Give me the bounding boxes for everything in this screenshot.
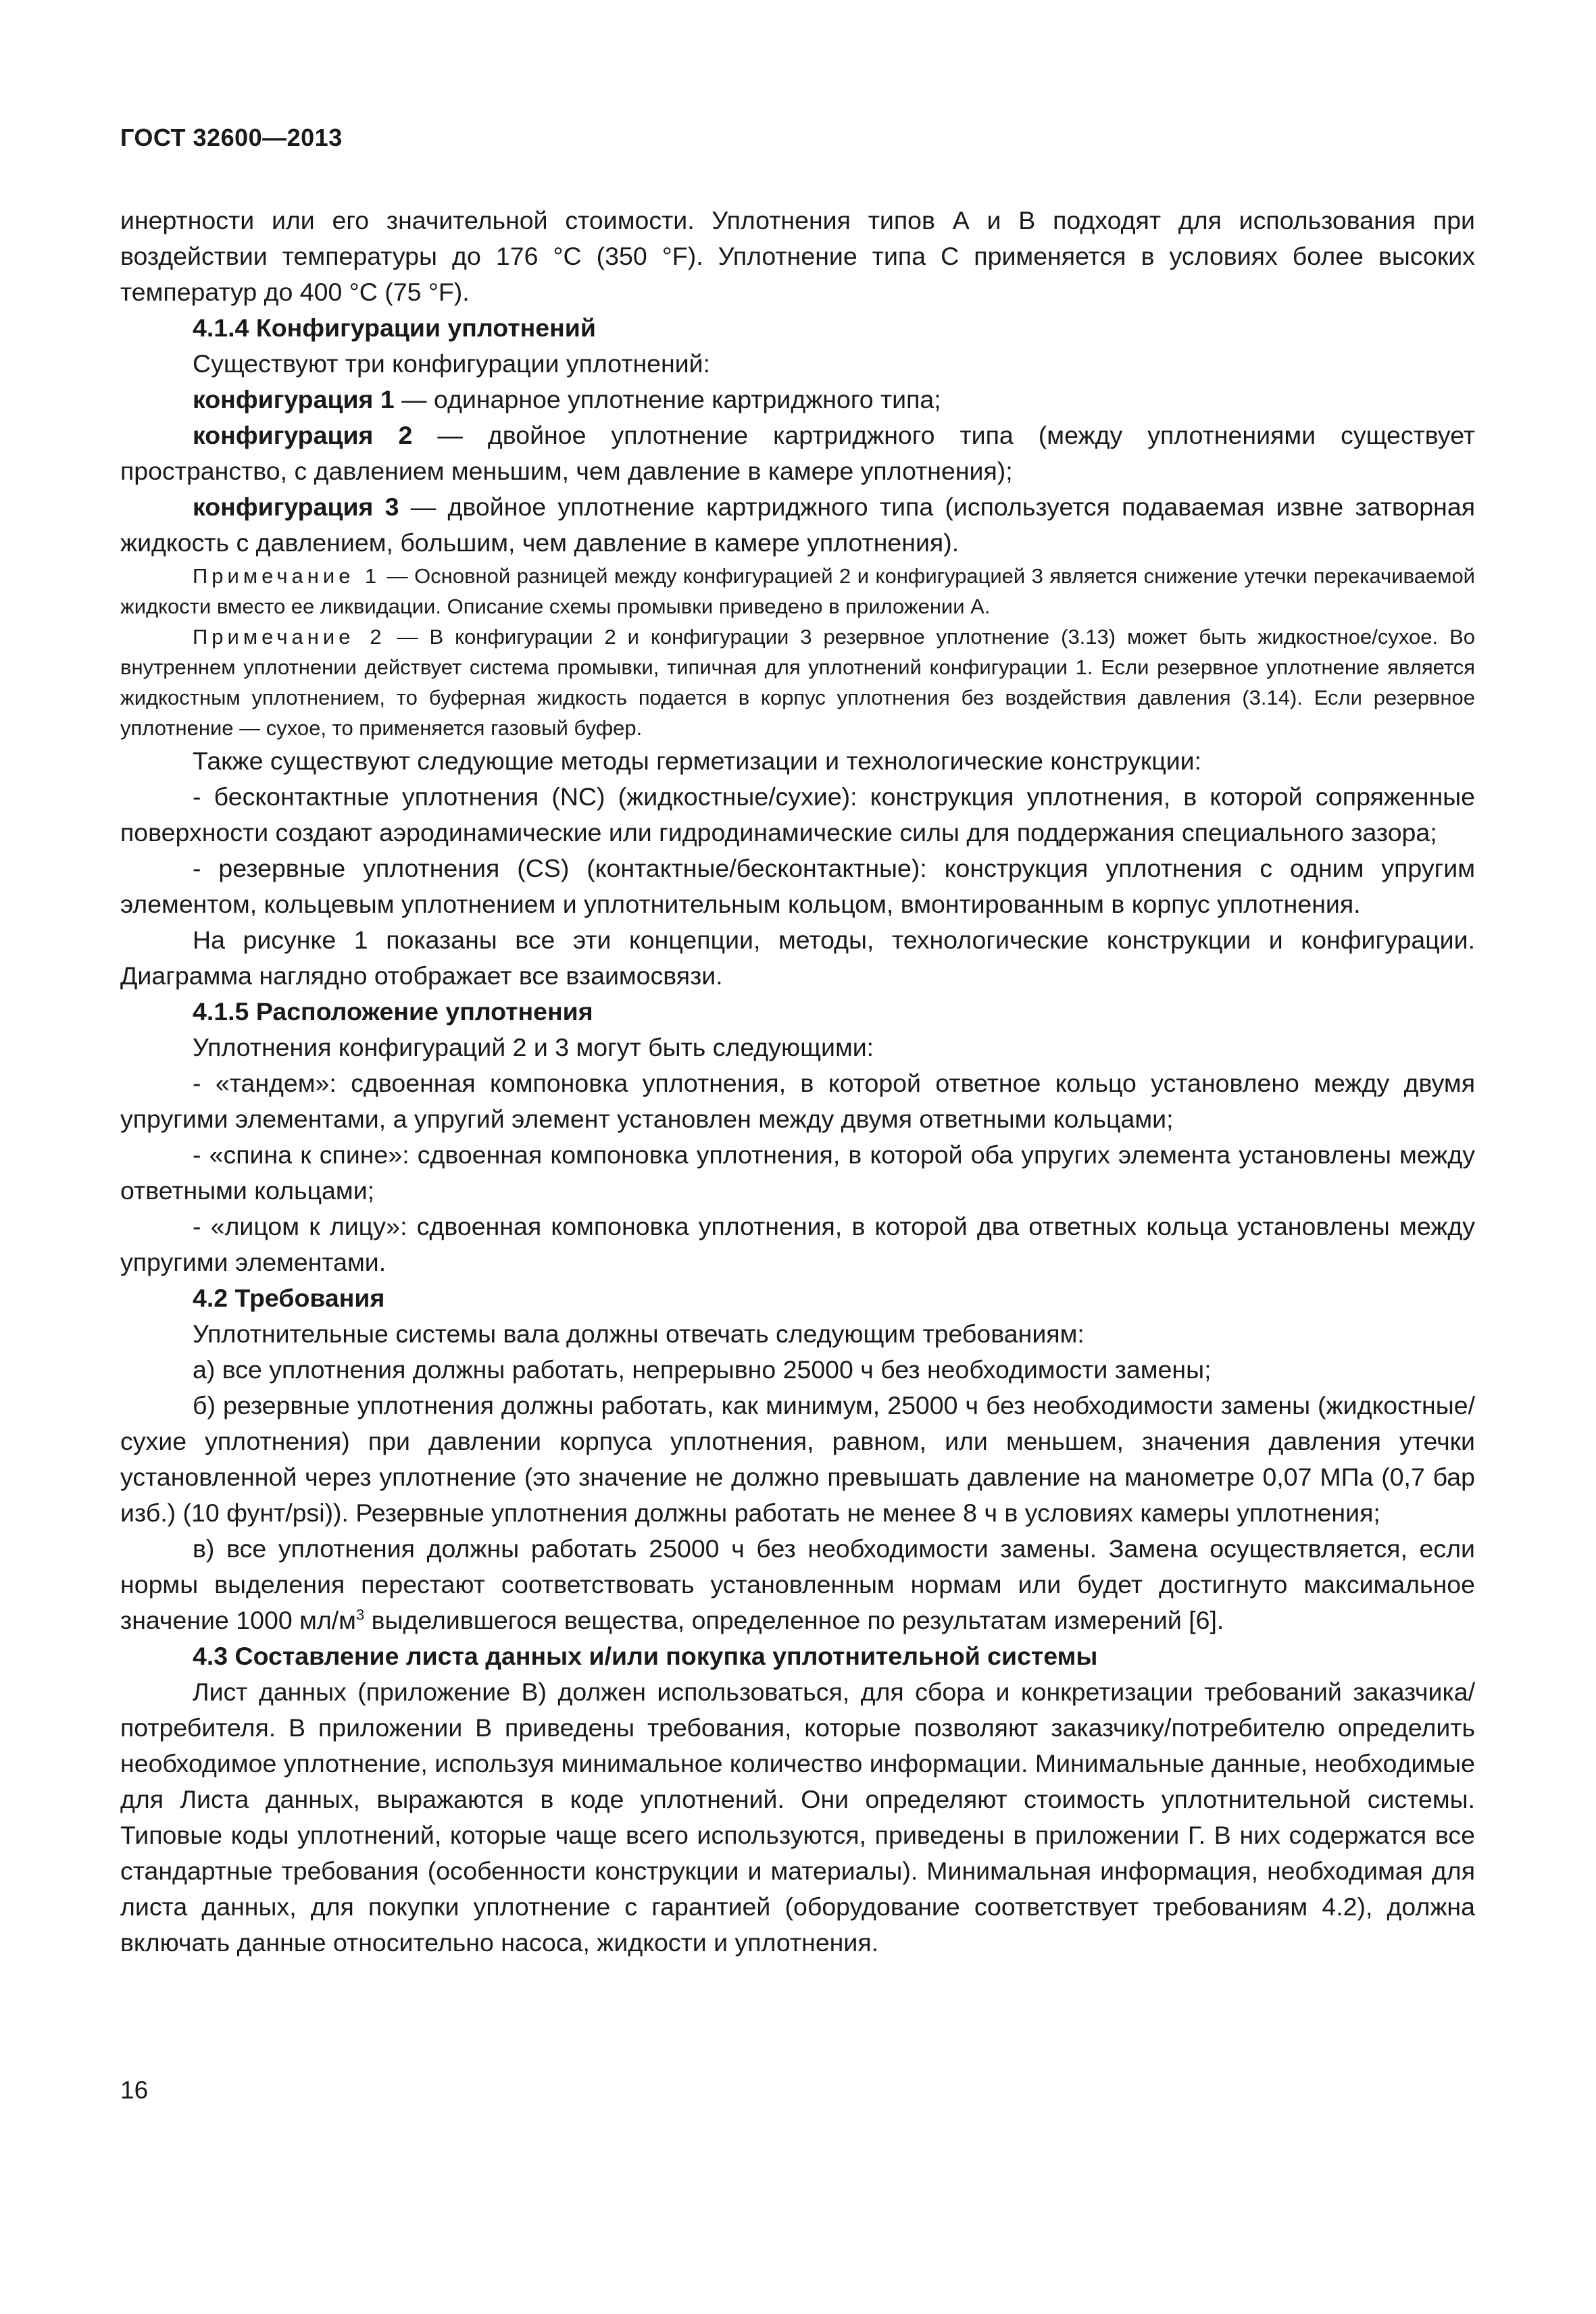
- note-1-label: Примечание 1: [193, 564, 381, 588]
- section-heading-4-1-4: 4.1.4 Конфигурации уплотнений: [193, 313, 596, 342]
- section-heading-4-3: 4.3 Составление листа данных и/или покупка уплотнительной системы: [193, 1642, 1098, 1670]
- list-item-face-to-face: - «лицом к лицу»: сдвоенная компоновка уплотнения, в которой два ответных кольца установлены между упругими элементами.: [120, 1212, 1475, 1276]
- config-1-text: — одинарное уплотнение картриджного типа;: [394, 385, 941, 413]
- document-body: [120, 203, 1475, 1961]
- config-1-label: конфигурация 1: [193, 385, 395, 413]
- list-item-v-text-1: в) все уплотнения должны работать 25000 ч без необходимости замены. Замена осуществляется, если нормы выделения перестают соответствовать установленным нормам или будет достигнуто максимальное значение 1000 мл/м: [120, 1534, 1475, 1634]
- paragraph: Уплотнительные системы вала должны отвечать следующим требованиям:: [193, 1319, 1084, 1348]
- list-item-a: а) все уплотнения должны работать, непрерывно 25000 ч без необходимости замены;: [193, 1355, 1212, 1384]
- config-2-label: конфигурация 2: [193, 421, 413, 449]
- paragraph: Лист данных (приложение В) должен использоваться, для сбора и конкретизации требований заказчика/потребителя. В приложении В приведены требования, которые позволяют заказчику/потребителю определить необходимое уплотнение, используя минимальное количество информации. Минимальные данные, необходимые для Листа данных, выражаются в коде уплотнений. Они определяют стоимость уплотнительной системы. Типовые коды уплотнений, которые чаще всего используются, приведены в приложении Г. В них содержатся все стандартные требования (особенности конструкции и материалы). Минимальная информация, необходимая для листа данных, для покупки уплотнение с гарантией (оборудование соответствует требованиям 4.2), должна включать данные относительно насоса, жидкости и уплотнения.: [120, 1678, 1475, 1957]
- paragraph: Также существуют следующие методы герметизации и технологические конструкции:: [193, 747, 1202, 775]
- list-item-v: [120, 1531, 1475, 1638]
- list-item-v-text-2: выделившегося вещества, определенное по результатам измерений [6].: [364, 1606, 1224, 1634]
- page-number: 16: [120, 2076, 149, 2104]
- list-item-tandem: - «тандем»: сдвоенная компоновка уплотнения, в которой ответное кольцо установлено между двумя упругими элементами, а упругий элемент установлен между двумя ответными кольцами;: [120, 1069, 1475, 1133]
- paragraph: инертности или его значительной стоимости. Уплотнения типов А и В подходят для использования при воздействии температуры до 176 °С (350 °F). Уплотнение типа С применяется в условиях более высоких температур до 400 °С (75 °F).: [120, 206, 1475, 306]
- config-1-item: [120, 382, 1475, 418]
- section-heading-4-2: 4.2 Требования: [193, 1284, 385, 1312]
- list-item-back-to-back: - «спина к спине»: сдвоенная компоновка уплотнения, в которой оба упругих элемента установлены между ответными кольцами;: [120, 1140, 1475, 1205]
- section-heading-4-1-5: 4.1.5 Расположение уплотнения: [193, 997, 593, 1026]
- config-2-text: — двойное уплотнение картриджного типа (между уплотнениями существует пространство, с давлением меньшим, чем давление в камере уплотнения);: [120, 421, 1476, 485]
- note-2-label: Примечание 2: [193, 625, 386, 649]
- paragraph: Уплотнения конфигураций 2 и 3 могут быть следующими:: [193, 1033, 874, 1061]
- config-3-item: [120, 489, 1475, 561]
- note-2: [120, 622, 1475, 743]
- note-1-text: — Основной разницей между конфигурацией 2 и конфигурацией 3 является снижение утечки перекачиваемой жидкости вместо ее ликвидации. Описание схемы промывки приведено в приложении А.: [120, 564, 1475, 618]
- note-2-text: — В конфигурации 2 и конфигурации 3 резервное уплотнение (3.13) может быть жидкостное/сухое. Во внутреннем уплотнении действует система промывки, типичная для уплотнений конфигурации 1. Если резервное уплотнение является жидкостным уплотнением, то буферная жидкость подается в корпус уплотнения без воздействия давления (3.14). Если резервное уплотнение — сухое, то применяется газовый буфер.: [120, 625, 1475, 740]
- paragraph: На рисунке 1 показаны все эти концепции, методы, технологические конструкции и конфигурации. Диаграмма наглядно отображает все взаимосвязи.: [120, 926, 1475, 990]
- paragraph: Существуют три конфигурации уплотнений:: [193, 349, 711, 378]
- list-item-nc: - бесконтактные уплотнения (NC) (жидкостные/сухие): конструкция уплотнения, в которой сопряженные поверхности создают аэродинамические или гидродинамические силы для поддержания специального зазора;: [120, 782, 1475, 847]
- config-3-label: конфигурация 3: [193, 493, 399, 521]
- list-item-b: б) резервные уплотнения должны работать, как минимум, 25000 ч без необходимости замены (жидкостные/сухие уплотнения) при давлении корпуса уплотнения, равном, или меньшем, значения давления утечки установленной через уплотнение (это значение не должно превышать давление на манометре 0,07 МПа (0,7 бар изб.) (10 фунт/psi)). Резервные уплотнения должны работать не менее 8 ч в условиях камеры уплотнения;: [120, 1391, 1475, 1527]
- config-2-item: [120, 418, 1475, 489]
- document-header: ГОСТ 32600—2013: [120, 124, 343, 151]
- note-1: [120, 561, 1475, 622]
- superscript: 3: [355, 1606, 365, 1624]
- list-item-cs: - резервные уплотнения (CS) (контактные/бесконтактные): конструкция уплотнения с одним упругим элементом, кольцевым уплотнением и уплотнительным кольцом, вмонтированным в корпус уплотнения.: [120, 854, 1475, 918]
- config-3-text: — двойное уплотнение картриджного типа (используется подаваемая извне затворная жидкость с давлением, большим, чем давление в камере уплотнения).: [120, 493, 1476, 557]
